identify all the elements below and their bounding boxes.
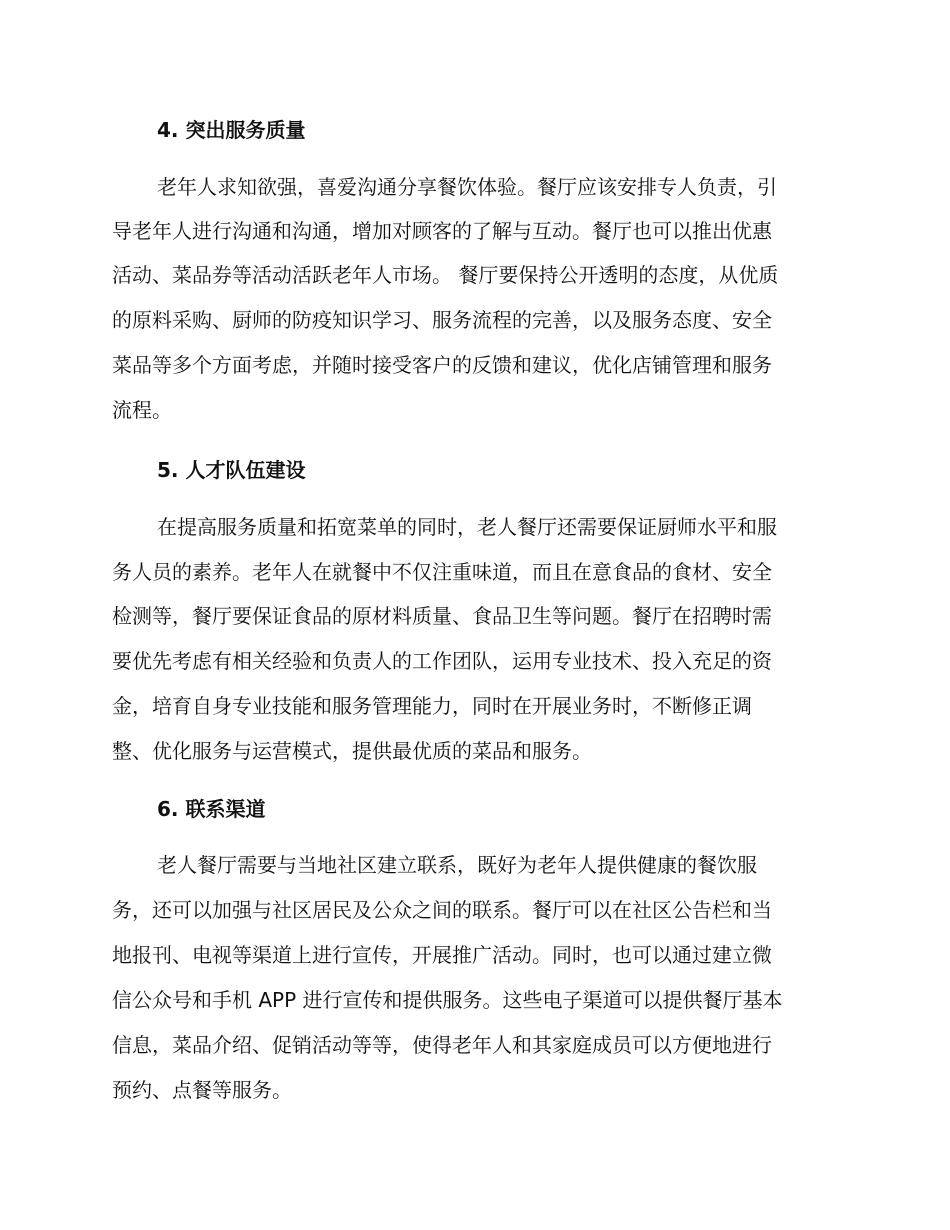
section-5-line: 金，培育自身专业技能和服务管理能力，同时在开展业务时，不断修正调 [112, 694, 752, 718]
section-6-line: 务，还可以加强与社区居民及公众之间的联系。餐厅可以在社区公告栏和当 [112, 898, 772, 922]
section-4-line: 流程。 [112, 398, 172, 422]
section-4-line: 的原料采购、厨师的防疫知识学习、服务流程的完善，以及服务态度、安全 [112, 308, 772, 332]
section-5-line: 检测等，餐厅要保证食品的原材料质量、食品卫生等问题。餐厅在招聘时需 [112, 604, 772, 628]
section-6-line: 老人餐厅需要与当地社区建立联系，既好为老年人提供健康的餐饮服 [157, 853, 757, 877]
section-5-line: 要优先考虑有相关经验和负责人的工作团队，运用专业技术、投入充足的资 [112, 649, 772, 673]
section-5-line: 在提高服务质量和拓宽菜单的同时，老人餐厅还需要保证厨师水平和服 [157, 515, 777, 539]
section-4-heading: 4. 突出服务质量 [157, 118, 306, 142]
section-4-line: 导老年人进行沟通和沟通，增加对顾客的了解与互动。餐厅也可以推出优惠 [112, 219, 772, 243]
section-6-line: 地报刊、电视等渠道上进行宣传，开展推广活动。同时，也可以通过建立微 [112, 943, 772, 967]
section-5-heading: 5. 人才队伍建设 [157, 458, 306, 482]
section-6-heading: 6. 联系渠道 [157, 797, 266, 821]
section-5-line: 整、优化服务与运营模式，提供最优质的菜品和服务。 [112, 739, 592, 763]
section-6-line: 信息，菜品介绍、促销活动等等，使得老年人和其家庭成员可以方便地进行 [112, 1033, 772, 1057]
section-6-line: 预约、点餐等服务。 [112, 1078, 292, 1102]
section-4-line: 菜品等多个方面考虑，并随时接受客户的反馈和建议，优化店铺管理和服务 [112, 353, 772, 377]
section-4-line: 活动、菜品券等活动活跃老年人市场。 餐厅要保持公开透明的态度，从优质 [112, 263, 779, 287]
section-4-line: 老年人求知欲强，喜爱沟通分享餐饮体验。餐厅应该安排专人负责，引 [157, 175, 777, 199]
section-5-line: 务人员的素养。老年人在就餐中不仅注重味道，而且在意食品的食材、安全 [112, 560, 772, 584]
section-6-line: 信公众号和手机 APP 进行宣传和提供服务。这些电子渠道可以提供餐厅基本 [112, 988, 783, 1012]
